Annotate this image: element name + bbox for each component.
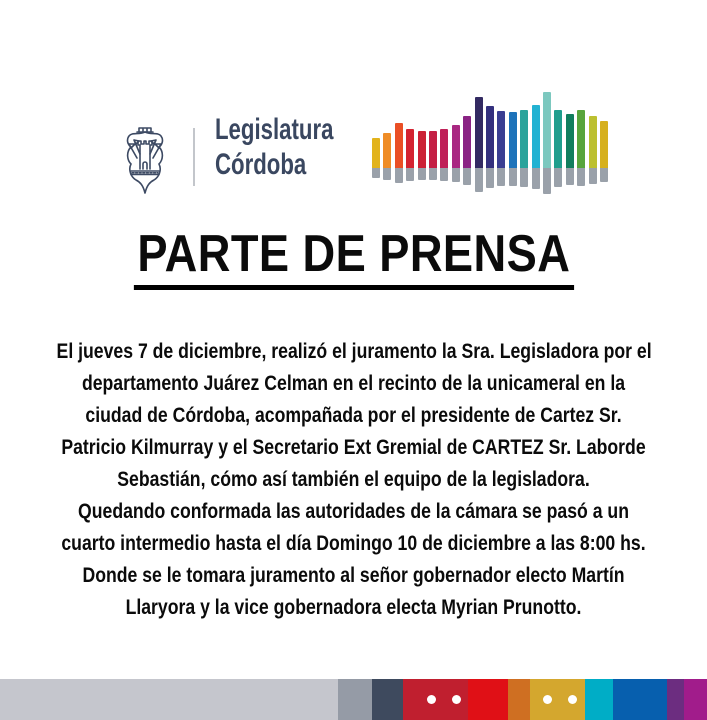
equalizer-bar xyxy=(395,123,403,183)
stripe-segment-cyan xyxy=(585,679,613,720)
body-line: El jueves 7 de diciembre, realizó el juramento la Sra. Legisladora por el xyxy=(56,340,652,363)
equalizer-bar xyxy=(486,106,494,188)
body-line: Patricio Kilmurray y el Secretario Ext Gremial de CARTEZ Sr. Laborde xyxy=(61,436,646,459)
equalizer-bar xyxy=(577,110,585,186)
stripe-segment-crimson xyxy=(403,679,468,720)
stripe-segment-gold xyxy=(530,679,585,720)
equalizer-bar xyxy=(543,92,551,194)
stripe-segment-blue xyxy=(613,679,667,720)
body-line: Llaryora y la vice gobernadora electa Myrian Prunotto. xyxy=(125,596,582,619)
stripe-segment-light-gray xyxy=(0,679,338,720)
stripe-segment-navy xyxy=(372,679,403,720)
body-line: departamento Juárez Celman en el recinto de la unicameral en la xyxy=(81,372,626,395)
equalizer-bar xyxy=(532,105,540,189)
equalizer-bar xyxy=(554,110,562,187)
equalizer-bar xyxy=(429,131,437,180)
stripe-segment-orange xyxy=(508,679,530,720)
equalizer-bar xyxy=(509,112,517,186)
white-dot xyxy=(427,695,436,704)
body-line: cuarto intermedio hasta el día Domingo 10 de diciembre a las 8:00 hs. xyxy=(61,532,646,555)
press-release-body xyxy=(0,336,707,624)
equalizer-bar xyxy=(383,133,391,180)
equalizer-bar xyxy=(406,129,414,181)
org-name-line2: Córdoba xyxy=(215,148,307,181)
org-name-line1: Legislatura xyxy=(215,113,334,146)
equalizer-bar xyxy=(372,138,380,178)
body-line: ciudad de Córdoba, acompañada por el presidente de Cartez Sr. xyxy=(85,404,622,427)
footer-color-stripe xyxy=(0,679,707,720)
equalizer-bar xyxy=(452,125,460,182)
equalizer-bar xyxy=(566,114,574,185)
stripe-segment-mid-gray xyxy=(338,679,372,720)
equalizer-bar xyxy=(440,129,448,181)
equalizer-bar xyxy=(463,116,471,185)
white-dot xyxy=(543,695,552,704)
body-line: Donde se le tomara juramento al señor gobernador electo Martín xyxy=(82,564,625,587)
soundwave-equalizer-graphic xyxy=(372,88,612,202)
equalizer-bar xyxy=(589,116,597,184)
org-name xyxy=(215,112,333,182)
page-title-text: PARTE DE PRENSA xyxy=(134,226,574,290)
crest-svg xyxy=(121,124,169,202)
equalizer-bar xyxy=(497,111,505,186)
stripe-segment-violet xyxy=(667,679,684,720)
equalizer-bar xyxy=(475,97,483,192)
equalizer-bar xyxy=(600,121,608,182)
cordoba-coat-of-arms-icon xyxy=(121,124,169,202)
stripe-segment-red xyxy=(468,679,508,720)
white-dot xyxy=(568,695,577,704)
logo-divider xyxy=(193,128,195,186)
white-dot xyxy=(452,695,461,704)
page-title xyxy=(0,226,707,290)
stripe-segment-magenta xyxy=(684,679,707,720)
body-line: Quedando conformada las autoridades de la cámara se pasó a un xyxy=(78,500,629,523)
body-line: Sebastián, cómo así también el equipo de la legisladora. xyxy=(117,468,590,491)
equalizer-bar xyxy=(520,110,528,187)
equalizer-bar xyxy=(418,131,426,180)
